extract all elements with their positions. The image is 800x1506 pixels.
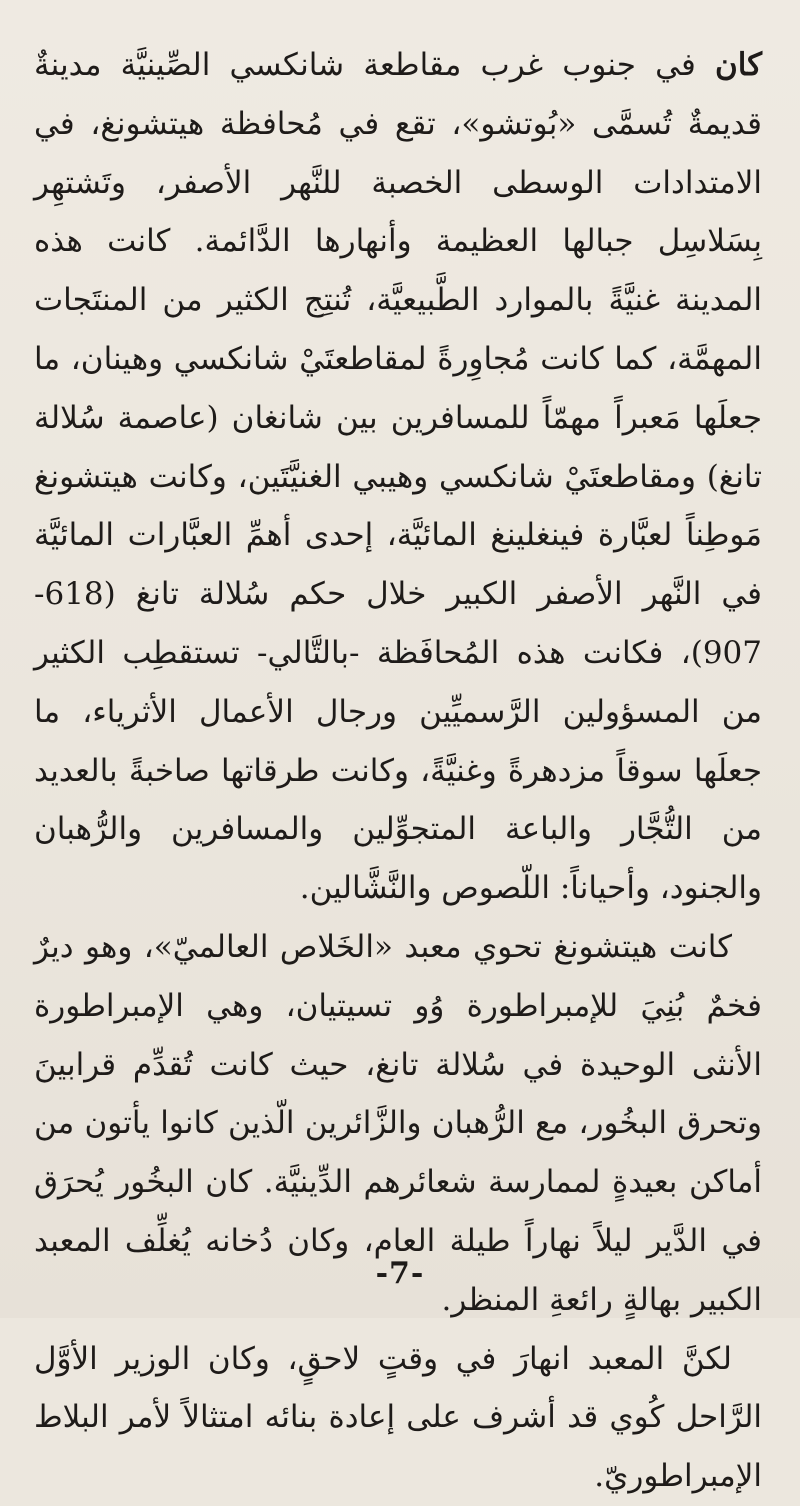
paragraph-3 [34, 1330, 762, 1506]
page-number: -7- [375, 1256, 425, 1291]
lead-word: كان [715, 47, 762, 83]
paragraph-2-text: كانت هيتشونغ تحوي معبد «الخَلاص العالميّ»، وهو ديرٌ فخمٌ بُنِيَ للإمبراطورة وُو تسيتيان، وهي الإمبراطورة الأنثى الوحيدة في سُلالة تانغ، حيث كانت تُقدِّم قرابينَ وتحرق البخُور، مع الرُّهبان والزَّائرين الّذين كانوا يأتون من أماكن بعيدةٍ لممارسة شعائرهم الدِّينيَّة. كان البخُور يُحرَق في الدَّير ليلاً نهاراً طيلة العام، وكان دُخانه يُغلِّف المعبد الكبير بهالةٍ رائعةِ المنظر. [34, 928, 762, 1318]
paragraph-3-text: لكنَّ المعبد انهارَ في وقتٍ لاحقٍ، وكان الوزير الأوَّل الرَّاحل كُوي قد أشرف على إعادة بنائه امتثالاً لأمر البلاط الإمبراطوريّ. [34, 1340, 762, 1495]
paragraph-1 [34, 36, 762, 918]
paragraph-1-text: في جنوب غرب مقاطعة شانكسي الصِّينيَّة مدينةٌ قديمةٌ تُسمَّى «بُوتشو»، تقع في مُحافظة هيتشونغ، في الامتدادات الوسطى الخصبة للنَّهر الأصفر، وتَشتهِر بِسَلاسِل جبالها العظيمة وأنهارها الدَّائمة. كانت هذه المدينة غنيَّةً بالموارد الطَّبيعيَّة، تُنتِج الكثير من المنتَجات المهمَّة، كما كانت مُجاوِرةً لمقاطعتَيْ شانكسي وهينان، ما جعلَها مَعبراً مهمّاً للمسافرين بين شانغان (عاصمة سُلالة تانغ) ومقاطعتَيْ شانكسي وهيبي الغنيَّتَين، وكانت هيتشونغ مَوطِناً لعبَّارة فينغلينغ المائيَّة، إحدى أهمِّ العبَّارات المائيَّة في النَّهر الأصفر الكبير خلال حكم سُلالة تانغ (618-907)، فكانت هذه المُحافَظة -بالتَّالي- تستقطِب الكثير من المسؤولين الرَّسميِّين ورجال الأعمال الأثرياء، ما جعلَها سوقاً مزدهرةً وغنيَّةً، وكانت طرقاتها صاخبةً بالعديد من التُّجَّار والباعة المتجوِّلين والمسافرين والرُّهبان والجنود، وأحياناً: اللّصوص والنَّشَّالين. [34, 47, 762, 907]
